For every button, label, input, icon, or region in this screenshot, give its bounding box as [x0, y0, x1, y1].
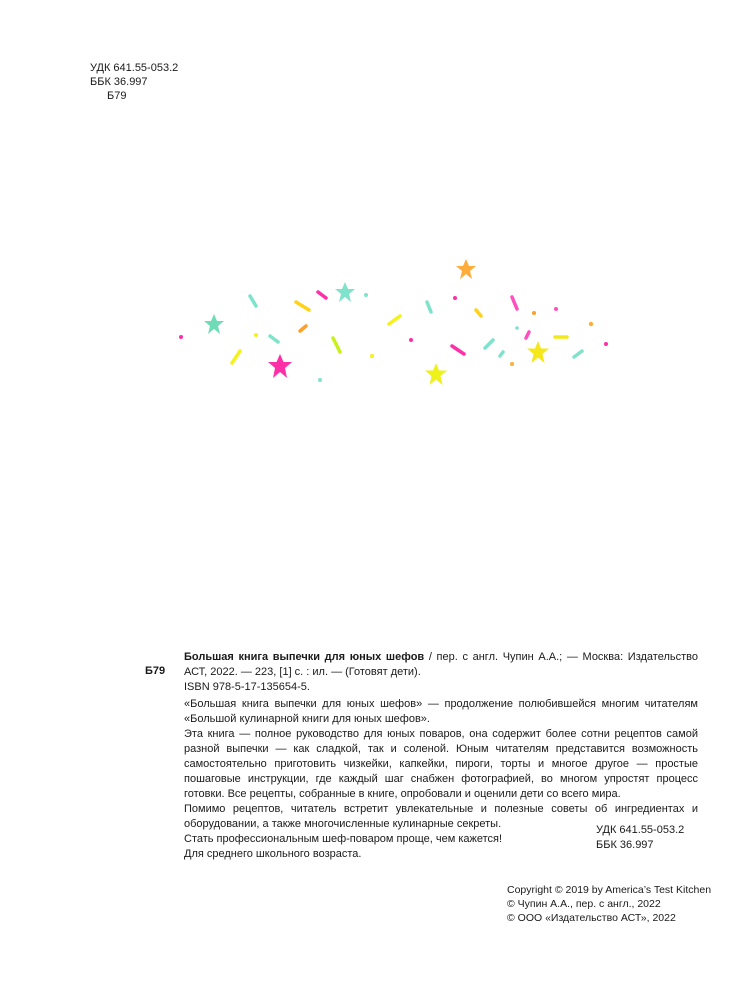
- copyright-line-1: Copyright © 2019 by America’s Test Kitchen: [507, 884, 712, 896]
- confetti-star-magenta: [268, 354, 292, 378]
- annotation-paragraph-4: Стать профессиональным шеф-поваром проще, чем кажется!: [184, 833, 503, 845]
- confetti-sticks: [232, 292, 582, 363]
- annotation-paragraph-1: «Большая книга выпечки для юных шефов» — продолжение полюбившейся многим читателям «Большой кулинарной книги для юных шефов».: [184, 698, 698, 725]
- udk-code: УДК 641.55-053.2: [90, 62, 179, 74]
- copyright-line-2: © Чупин А.А., пер. с англ., 2022: [507, 898, 661, 910]
- annotation-paragraph-2: Эта книга — полное руководство для юных поваров, она содержит более сотни рецептов самой разной выпечки — как сладкой, так и соленой. Юным читателям представится возможность самостоятельно приготовить чизкейки, капкейки, пироги, торты и многое другое — простые пошаговые инструкции, где каждый шаг снабжен фотографией, во многом упростят процесс готовки. Все рецепты, собранные в книге, опробовали и оценили дети со всего мира.: [184, 728, 698, 800]
- bibliographic-details: / пер. с англ. Чупин А.А.; — Москва: Издательство АСТ, 2022. — 223, [1] с. : ил. — (Готовят дети).: [184, 651, 698, 678]
- udk-code-bottom: УДК 641.55-053.2: [596, 824, 685, 836]
- annotation-paragraph-3: Помимо рецептов, читатель встретит увлекательные и полезные советы об ингредиентах и оборудовании, а также многочисленные кулинарные секреты.: [184, 803, 698, 830]
- confetti-star-orange: [456, 259, 476, 279]
- bibliographic-entry: [184, 650, 698, 680]
- author-mark: Б79: [107, 90, 127, 102]
- confetti-star-mint-1: [335, 282, 355, 302]
- confetti-star-mint-2: [204, 314, 224, 334]
- isbn: ISBN 978-5-17-135654-5.: [184, 681, 310, 693]
- bbk-code-bottom: ББК 36.997: [596, 839, 654, 851]
- bbk-code: ББК 36.997: [90, 76, 148, 88]
- bottom-classification-codes: [596, 823, 684, 853]
- annotation-paragraph-5: Для среднего школьного возраста.: [184, 848, 362, 860]
- confetti-star-yellow-1: [527, 341, 549, 363]
- copyright-block: [507, 883, 711, 925]
- annotation-author-mark: Б79: [145, 665, 166, 677]
- confetti-dots: [179, 293, 608, 382]
- copyright-line-3: © ООО «Издательство АСТ», 2022: [507, 912, 676, 924]
- confetti-star-yellow-2: [425, 363, 447, 385]
- book-title: Большая книга выпечки для юных шефов: [184, 651, 425, 663]
